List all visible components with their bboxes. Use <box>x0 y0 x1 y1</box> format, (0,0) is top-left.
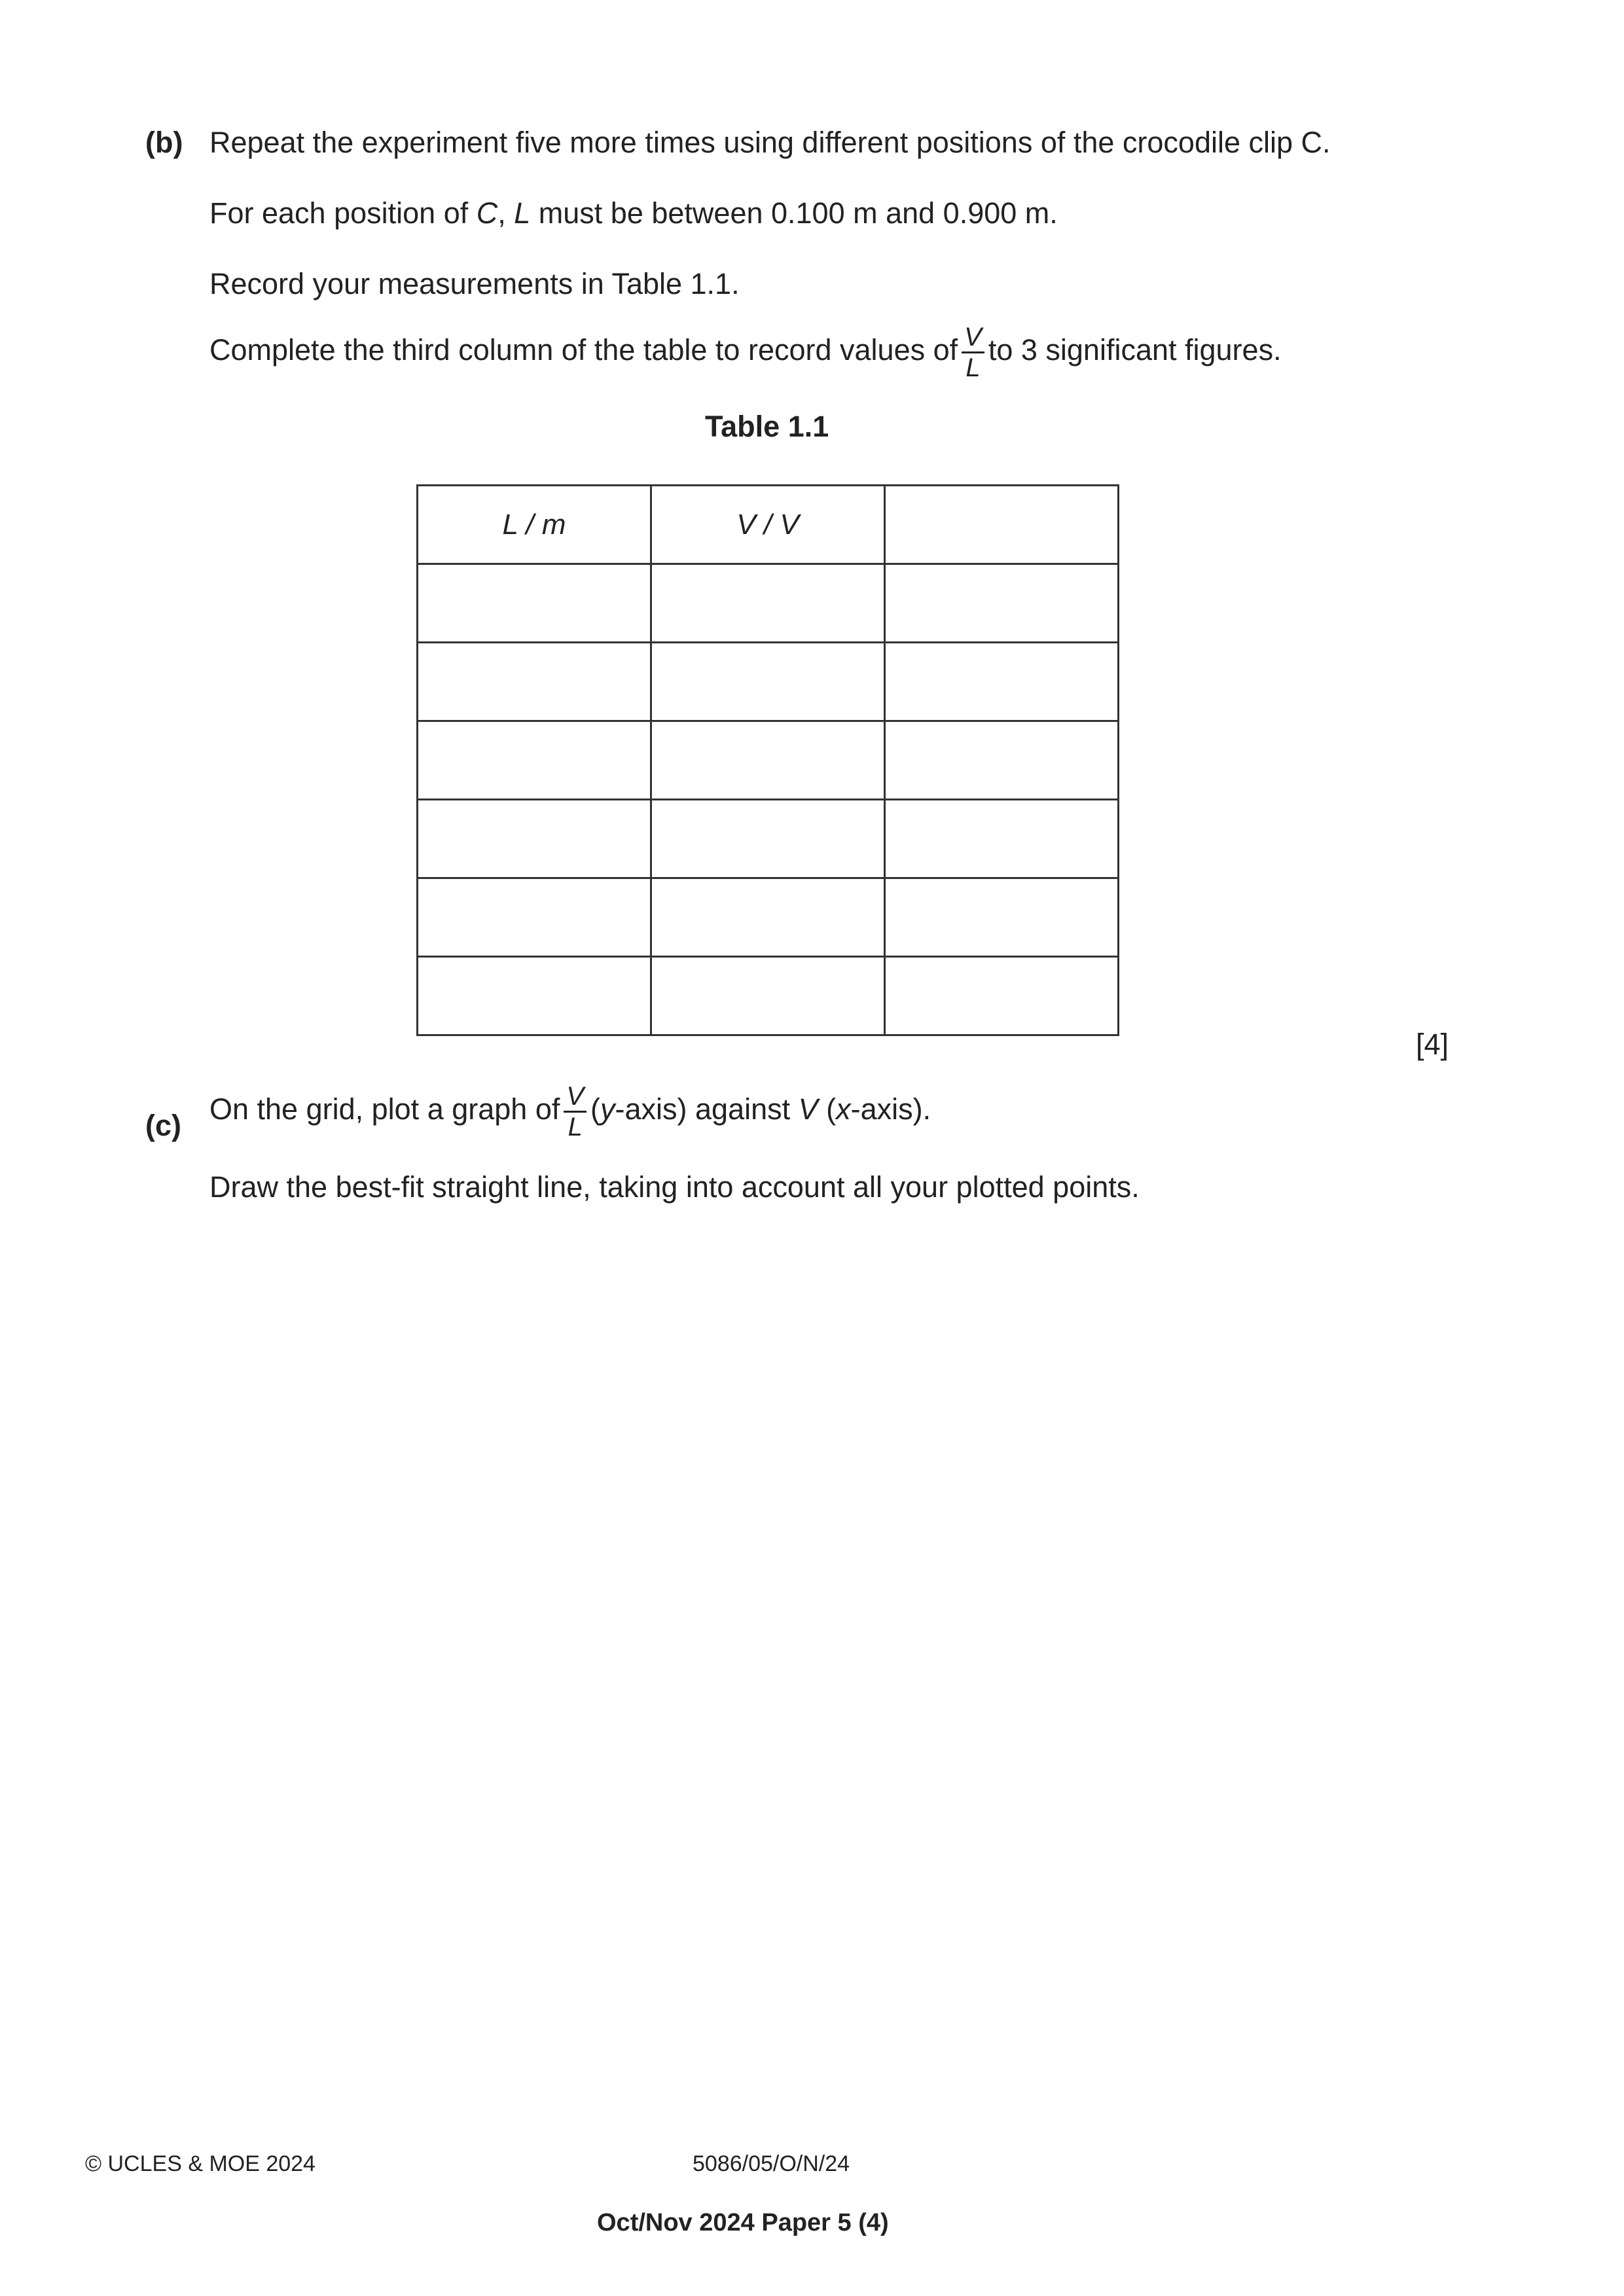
header-voltage: V / V <box>651 486 885 564</box>
table-header-row <box>418 486 1119 564</box>
part-b-instruction-3: Record your measurements in Table 1.1. <box>209 267 740 300</box>
part-b-instruction-2 <box>209 195 1058 232</box>
part-c-paren-open-2: ( <box>818 1092 837 1126</box>
footer-paper-code: 5086/05/O/N/24 <box>693 2151 850 2176</box>
fraction-numerator: V <box>964 322 982 351</box>
part-c-instruction-1a: On the grid, plot a graph of <box>209 1092 560 1126</box>
table-cell[interactable] <box>651 878 885 957</box>
part-c-instruction-1 <box>209 1080 931 1140</box>
marks-indicator: [4] <box>1416 1028 1449 1061</box>
table-row <box>418 800 1119 878</box>
fraction-denominator: L <box>568 1112 583 1141</box>
part-c-instruction-2: Draw the best-fit straight line, taking into account all your plotted points. <box>209 1170 1140 1204</box>
table-row <box>418 643 1119 721</box>
part-c-v: V <box>798 1092 818 1126</box>
results-table <box>416 484 1119 1036</box>
part-b-instruction-2-rest: must be between 0.100 m and 0.900 m. <box>530 196 1058 230</box>
part-b-var-c: C <box>476 196 498 230</box>
table-row <box>418 957 1119 1035</box>
table-row <box>418 564 1119 643</box>
part-c-label: (c) <box>145 1109 181 1142</box>
header-length: L / m <box>418 486 651 564</box>
table-cell[interactable] <box>418 800 651 878</box>
footer-paper-title: Oct/Nov 2024 Paper 5 (4) <box>597 2209 889 2236</box>
table-cell[interactable] <box>885 957 1119 1035</box>
part-c-paren-open: ( <box>590 1092 601 1126</box>
part-b-instruction-1: Repeat the experiment five more times using different positions of the crocodile clip C. <box>209 126 1331 159</box>
part-b-comma: , <box>497 196 514 230</box>
footer-copyright: © UCLES & MOE 2024 <box>85 2151 316 2176</box>
part-b-instruction-4b: to 3 significant figures. <box>988 333 1282 367</box>
part-c-axis-against: -axis) against <box>615 1092 799 1126</box>
part-b-instruction-4a: Complete the third column of the table to record values of <box>209 333 958 367</box>
table-cell[interactable] <box>885 800 1119 878</box>
fraction-numerator: V <box>566 1081 585 1111</box>
v-over-l-fraction <box>962 324 984 381</box>
table-cell[interactable] <box>418 957 651 1035</box>
table-cell[interactable] <box>885 878 1119 957</box>
part-c-x: x <box>836 1092 851 1126</box>
table-cell[interactable] <box>885 564 1119 643</box>
table-cell[interactable] <box>418 564 651 643</box>
table-cell[interactable] <box>651 957 885 1035</box>
table-cell[interactable] <box>651 800 885 878</box>
table-cell[interactable] <box>418 643 651 721</box>
table-caption: Table 1.1 <box>705 410 829 443</box>
part-b-instruction-2a: For each position of <box>209 196 477 230</box>
part-b-instruction-4 <box>209 321 1282 381</box>
part-c-y: y <box>600 1092 615 1126</box>
table-cell[interactable] <box>651 721 885 800</box>
table-cell[interactable] <box>651 564 885 643</box>
part-c-axis-end: -axis). <box>850 1092 931 1126</box>
fraction-denominator: L <box>965 353 981 382</box>
header-v-over-l <box>885 486 1119 564</box>
table-cell[interactable] <box>418 878 651 957</box>
part-b-label: (b) <box>145 126 183 159</box>
table-cell[interactable] <box>651 643 885 721</box>
v-over-l-fraction-c <box>564 1083 586 1140</box>
part-b-var-l: L <box>514 196 531 230</box>
table-row <box>418 721 1119 800</box>
table-cell[interactable] <box>885 721 1119 800</box>
table-row <box>418 878 1119 957</box>
table-cell[interactable] <box>885 643 1119 721</box>
table-cell[interactable] <box>418 721 651 800</box>
